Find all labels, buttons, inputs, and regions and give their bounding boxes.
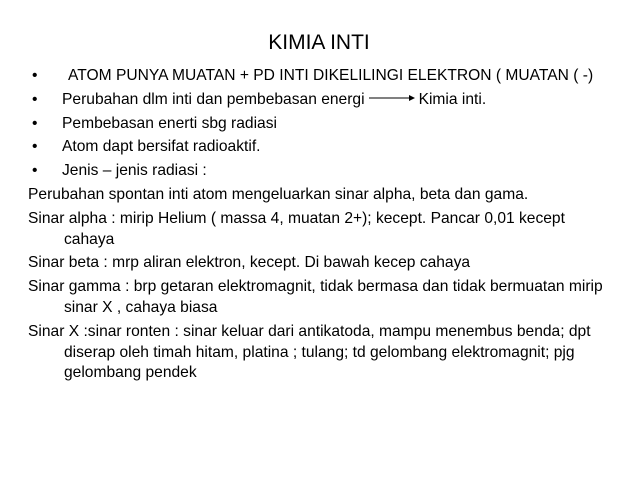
paragraph: Sinar gamma : brp getaran elektromagnit, tidak bermasa dan tidak bermuatan mirip sinar X , cahaya biasa xyxy=(28,278,603,316)
bullet-item xyxy=(32,137,618,158)
bullet-item xyxy=(32,66,618,87)
paragraph: Sinar X :sinar ronten : sinar keluar dari antikatoda, mampu menembus benda; dpt diserap oleh timah hitam, platina ; tulang; td gelombang elektromagnit; pjg gelombang pendek xyxy=(28,322,591,382)
bullet-marker: • xyxy=(32,67,38,84)
bullet-marker: • xyxy=(32,138,38,156)
paragraph: Sinar beta : mrp aliran elektron, kecept. Di bawah kecep cahaya xyxy=(28,254,471,272)
slide-body xyxy=(28,66,618,387)
bullet-item xyxy=(32,161,618,182)
bullet-marker: • xyxy=(32,114,38,132)
bullet-text: Jenis – jenis radiasi : xyxy=(62,162,207,180)
bullet-item xyxy=(32,114,618,135)
bullet-text-suffix: Kimia inti. xyxy=(418,90,487,108)
bullet-text: Atom dapt bersifat radioaktif. xyxy=(62,138,261,156)
bullet-text: ATOM PUNYA MUATAN + PD INTI DIKELILINGI ELEKTRON ( MUATAN ( -) xyxy=(68,67,594,84)
slide-title: KIMIA INTI xyxy=(268,31,370,54)
arrow-right-icon xyxy=(369,93,415,103)
paragraph: Perubahan spontan inti atom mengeluarkan sinar alpha, beta dan gama. xyxy=(28,185,529,203)
paragraph: Sinar alpha : mirip Helium ( massa 4, muatan 2+); kecept. Pancar 0,01 kecept cahaya xyxy=(28,209,565,248)
bullet-text: Perubahan dlm inti dan pembebasan energi xyxy=(62,90,365,108)
bullet-marker: • xyxy=(32,90,38,108)
bullet-marker: • xyxy=(32,162,38,180)
bullet-text: Pembebasan enerti sbg radiasi xyxy=(62,114,277,132)
bullet-item xyxy=(32,90,618,111)
